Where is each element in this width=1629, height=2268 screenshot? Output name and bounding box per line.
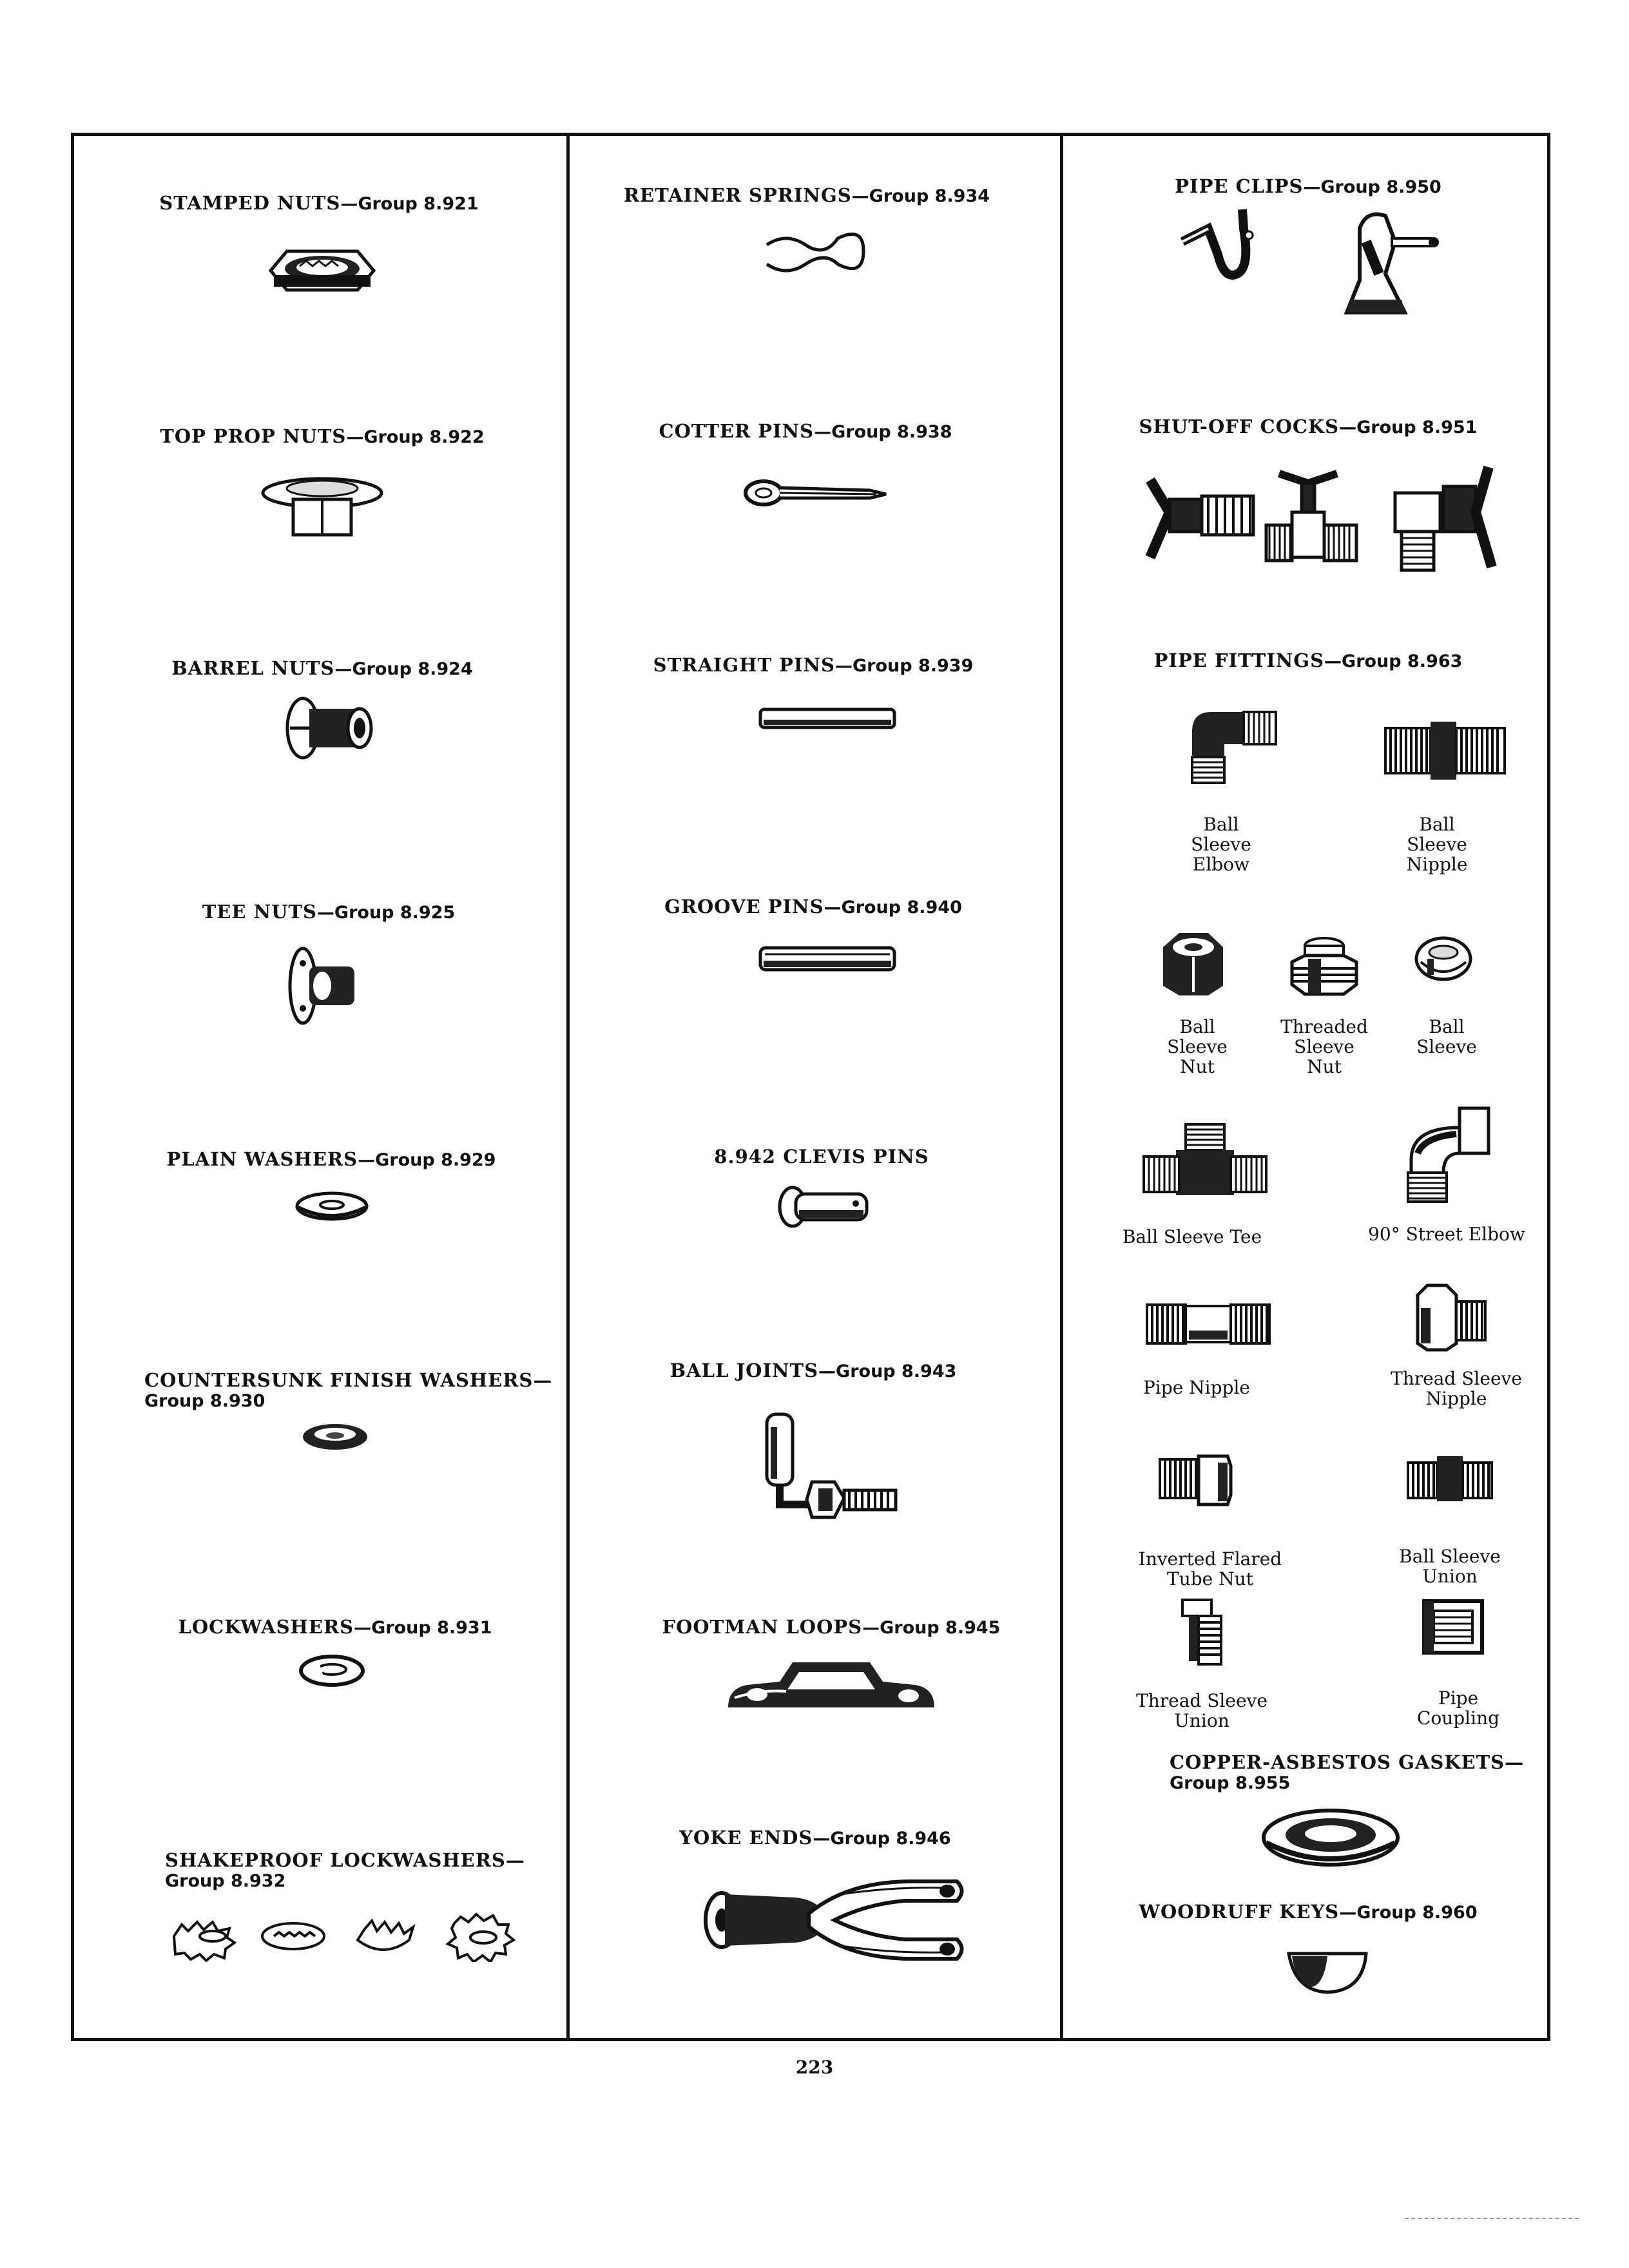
- yoke-end-icon: [699, 1869, 970, 1972]
- bottom-dashed-line: [1405, 2218, 1579, 2219]
- street-elbow-icon: [1398, 1102, 1495, 1205]
- heading-groove-pins: GROOVE PINS—Group 8.940: [664, 896, 962, 918]
- heading-pipe-clips: PIPE CLIPS—Group 8.950: [1175, 175, 1441, 197]
- column-divider: [1060, 136, 1063, 2038]
- caption-pipe-coupling: Pipe Coupling: [1416, 1687, 1500, 1729]
- heading-straight-pins: STRAIGHT PINS—Group 8.939: [653, 654, 974, 676]
- caption-thread-sleeve-nipple: Thread Sleeve Nipple: [1391, 1368, 1522, 1409]
- ball-sleeve-elbow-icon: [1179, 699, 1282, 789]
- heading-shakeproof-lockwashers: SHAKEPROOF LOCKWASHERS— Group 8.932: [165, 1849, 525, 1891]
- heading-woodruff-keys: WOODRUFF KEYS—Group 8.960: [1139, 1901, 1478, 1923]
- heading-barrel-nuts: BARREL NUTS—Group 8.924: [171, 657, 473, 679]
- ball-sleeve-nut-icon: [1153, 928, 1231, 999]
- heading-ball-joints: BALL JOINTS—Group 8.943: [670, 1360, 957, 1381]
- heading-top-prop-nuts: TOP PROP NUTS—Group 8.922: [160, 425, 485, 447]
- thread-sleeve-union-icon: [1176, 1597, 1228, 1667]
- pipe-clip-icon: [1173, 203, 1456, 319]
- ball-sleeve-nipple-icon: [1382, 718, 1511, 783]
- straight-pin-icon: [757, 706, 899, 731]
- top-prop-nut-icon: [258, 470, 387, 541]
- threaded-sleeve-nut-icon: [1286, 933, 1363, 997]
- heading-stamped-nuts: STAMPED NUTS—Group 8.921: [159, 192, 479, 214]
- pipe-nipple-icon: [1144, 1298, 1273, 1350]
- gasket-icon: [1260, 1804, 1402, 1869]
- caption-inverted-flared-tube-nut: Inverted Flared Tube Nut: [1138, 1548, 1282, 1590]
- caption-ball-sleeve-elbow: Ball Sleeve Elbow: [1191, 814, 1251, 875]
- pipe-coupling-icon: [1418, 1595, 1489, 1659]
- woodruff-key-icon: [1286, 1946, 1369, 1997]
- heading-cotter-pins: COTTER PINS—Group 8.938: [659, 420, 952, 442]
- cotter-pin-icon: [741, 474, 889, 512]
- stamped-nut-icon: [258, 235, 387, 300]
- inverted-flared-tube-nut-icon: [1157, 1450, 1234, 1508]
- shutoff-cock-icon: [1141, 454, 1534, 583]
- footman-loop-icon: [722, 1649, 941, 1720]
- thread-sleeve-nipple-icon: [1411, 1282, 1489, 1353]
- caption-ball-sleeve-tee: Ball Sleeve Tee: [1122, 1226, 1262, 1247]
- heading-retainer-springs: RETAINER SPRINGS—Group 8.934: [623, 184, 990, 206]
- heading-shutoff-cocks: SHUT-OFF COCKS—Group 8.951: [1139, 416, 1478, 437]
- caption-ball-sleeve: Ball Sleeve: [1416, 1016, 1477, 1057]
- plain-washer-icon: [293, 1186, 371, 1224]
- ball-sleeve-union-icon: [1405, 1453, 1495, 1504]
- heading-yoke-ends: YOKE ENDS—Group 8.946: [679, 1827, 951, 1849]
- page-number: 223: [795, 2057, 834, 2078]
- column-divider: [566, 136, 570, 2038]
- heading-countersunk-washers: COUNTERSUNK FINISH WASHERS— Group 8.930: [144, 1369, 553, 1411]
- caption-ball-sleeve-union: Ball Sleeve Union: [1399, 1546, 1501, 1587]
- heading-clevis-pins: 8.942 CLEVIS PINS: [714, 1146, 929, 1168]
- shakeproof-lockwasher-icon: [168, 1910, 554, 1962]
- heading-lockwashers: LOCKWASHERS—Group 8.931: [178, 1616, 492, 1638]
- heading-plain-washers: PLAIN WASHERS—Group 8.929: [166, 1148, 496, 1170]
- caption-threaded-sleeve-nut: Threaded Sleeve Nut: [1280, 1016, 1368, 1077]
- groove-pin-icon: [757, 944, 899, 974]
- ball-sleeve-icon: [1411, 933, 1476, 985]
- barrel-nut-icon: [284, 693, 374, 764]
- countersunk-washer-icon: [300, 1418, 371, 1456]
- ball-sleeve-tee-icon: [1141, 1121, 1269, 1198]
- caption-ball-sleeve-nut: Ball Sleeve Nut: [1167, 1016, 1228, 1077]
- ball-joint-icon: [747, 1408, 902, 1530]
- heading-pipe-fittings: PIPE FITTINGS—Group 8.963: [1153, 649, 1463, 671]
- heading-tee-nuts: TEE NUTS—Group 8.925: [202, 901, 456, 923]
- retainer-spring-icon: [760, 226, 870, 284]
- caption-thread-sleeve-union: Thread Sleeve Union: [1136, 1690, 1268, 1731]
- caption-ball-sleeve-nipple: Ball Sleeve Nipple: [1406, 814, 1468, 875]
- tee-nut-icon: [284, 944, 367, 1028]
- heading-copper-asbestos-gaskets: COPPER-ASBESTOS GASKETS— Group 8.955: [1170, 1751, 1525, 1793]
- lockwasher-icon: [296, 1648, 367, 1693]
- clevis-pin-icon: [773, 1184, 876, 1229]
- heading-footman-loops: FOOTMAN LOOPS—Group 8.945: [662, 1616, 1001, 1638]
- caption-street-elbow: 90° Street Elbow: [1368, 1224, 1525, 1245]
- caption-pipe-nipple: Pipe Nipple: [1142, 1377, 1251, 1398]
